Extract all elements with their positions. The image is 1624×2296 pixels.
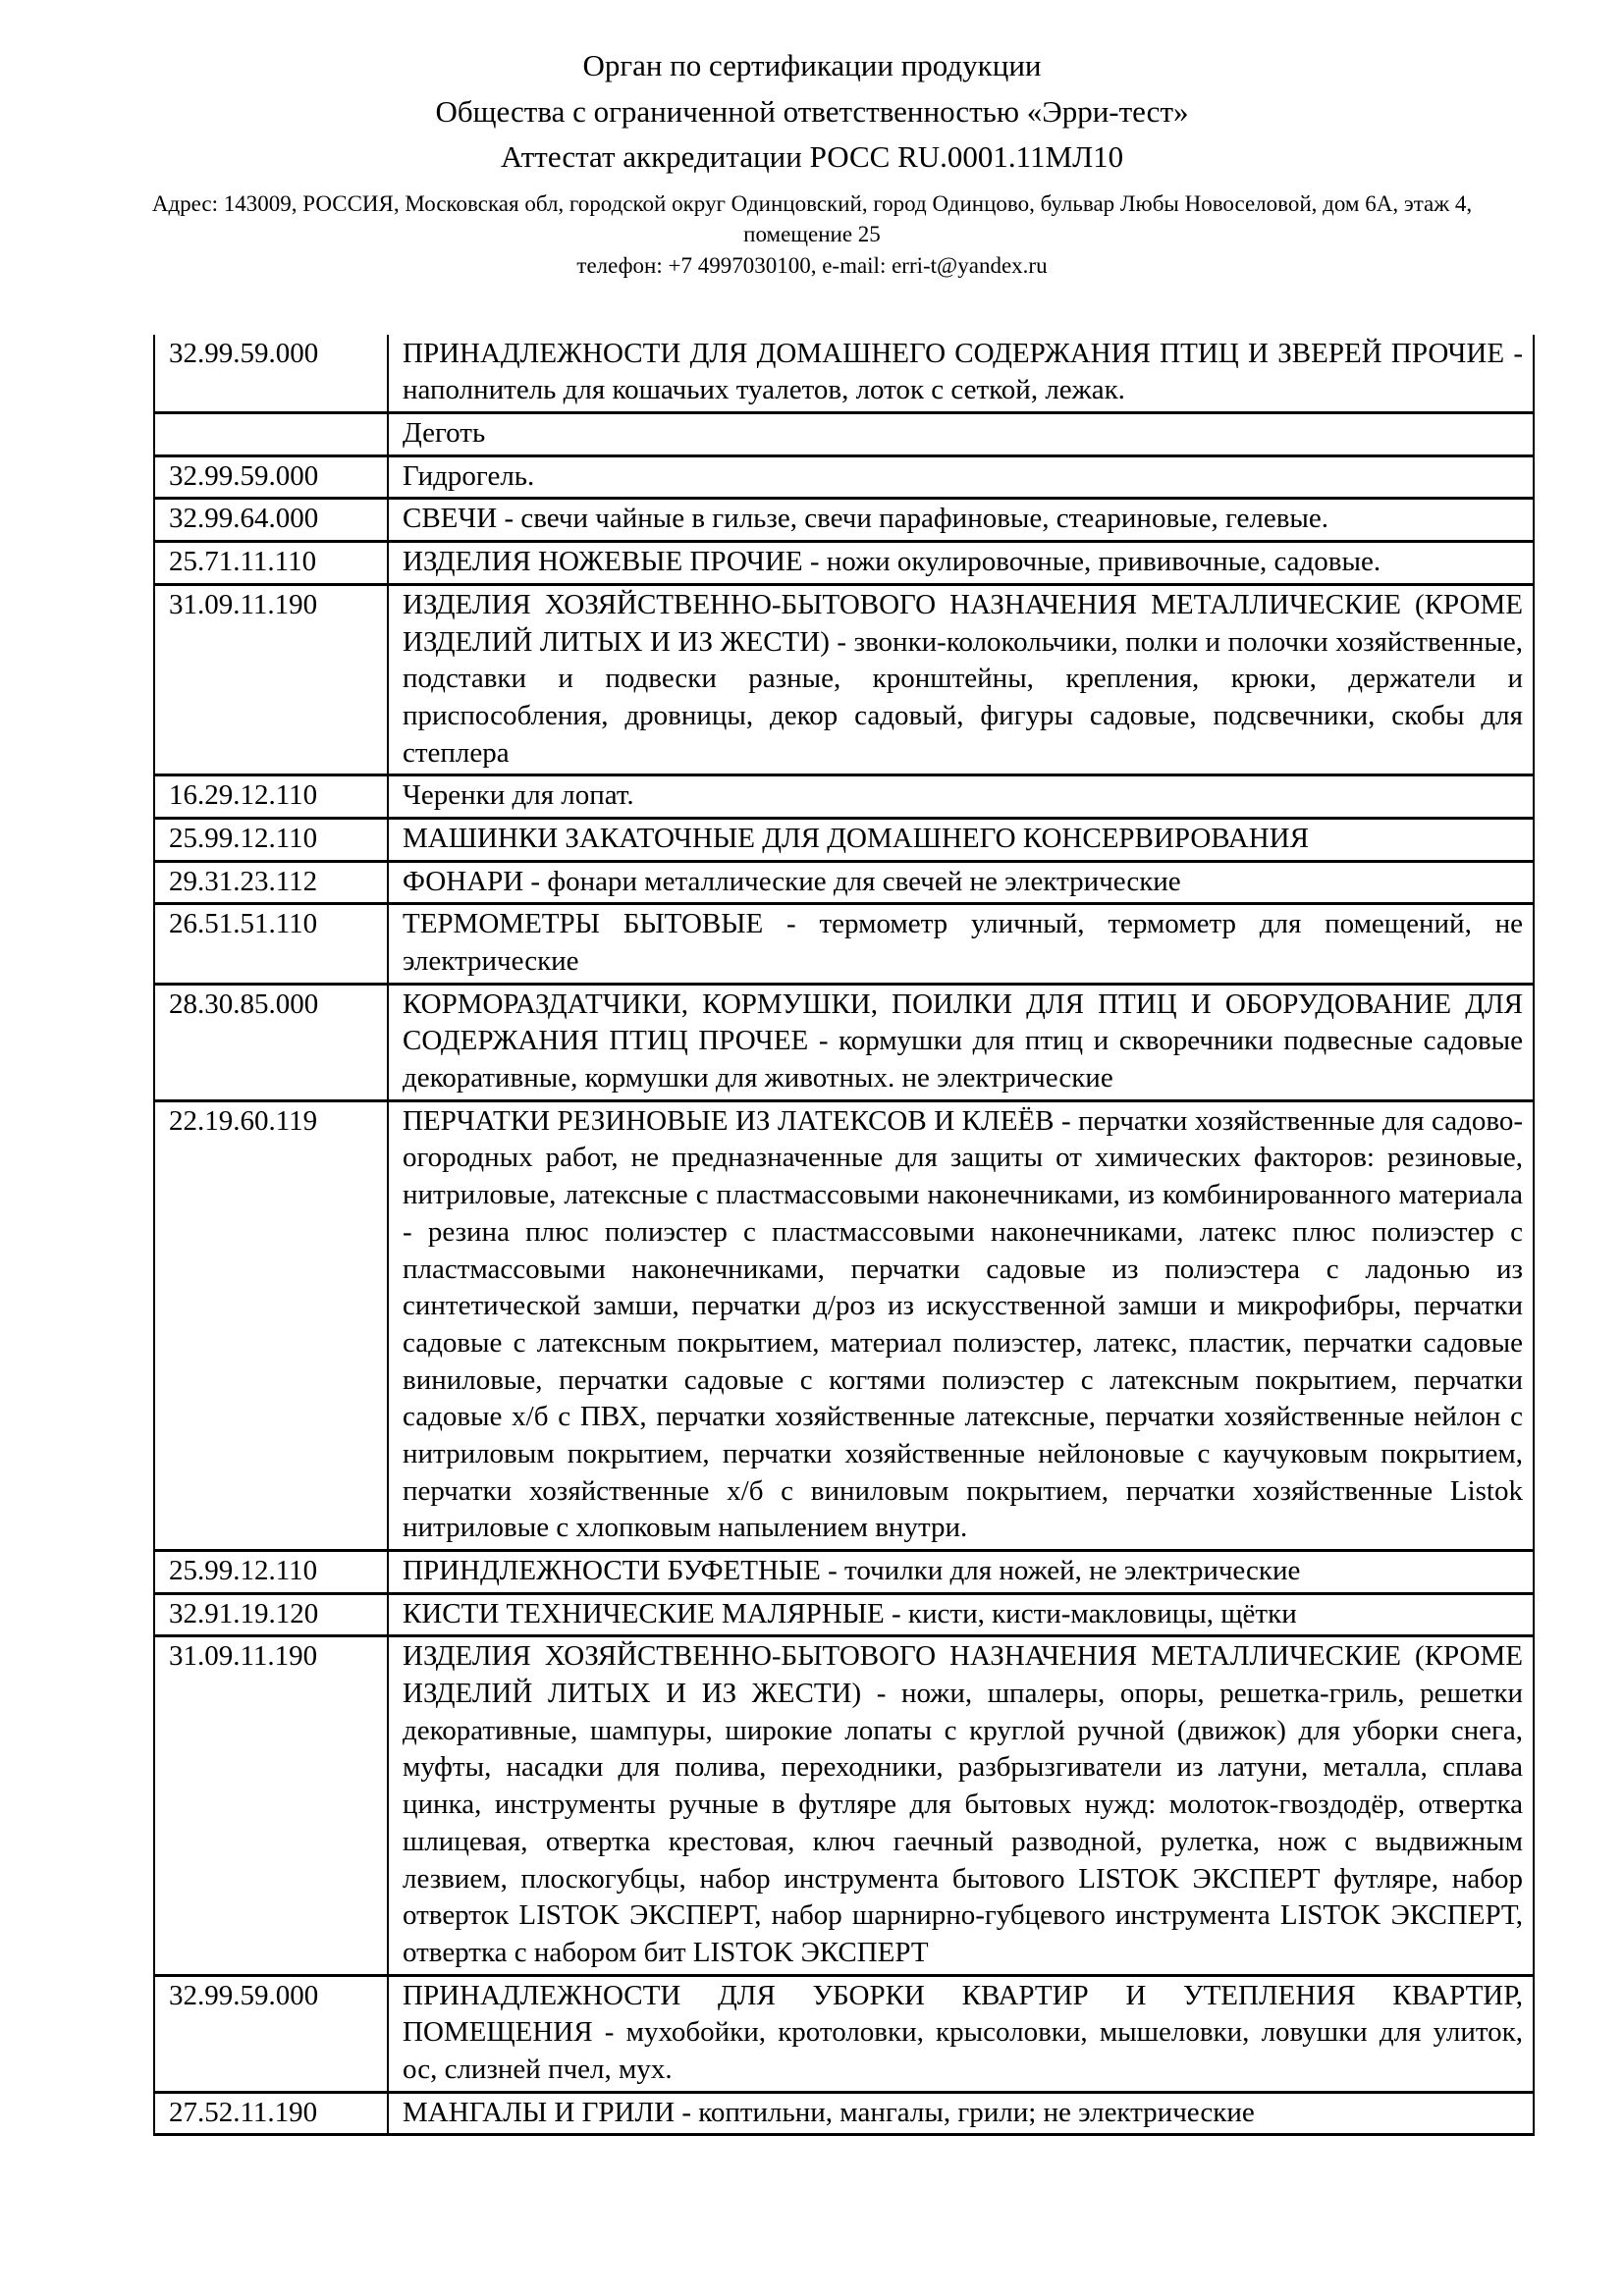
product-code-cell: 26.51.51.110: [154, 904, 388, 984]
contact-line: телефон: +7 4997030100, e-mail: erri-t@yandex.ru: [576, 252, 1048, 278]
table-row: [154, 335, 1534, 413]
product-code-cell: 32.99.59.000: [154, 1975, 388, 2092]
table-row: [154, 984, 1534, 1100]
table-row: [154, 455, 1534, 499]
table-row: [154, 818, 1534, 861]
table-row: [154, 413, 1534, 456]
product-description-cell: ПРИНАДЛЕЖНОСТИ ДЛЯ УБОРКИ КВАРТИР И УТЕПЛЕНИЯ КВАРТИР, ПОМЕЩЕНИЯ - мухобойки, кротоловки, крысоловки, мышеловки, ловушки для улиток, ос, слизней пчел, мух.: [388, 1975, 1534, 2092]
product-description-cell: КИСТИ ТЕХНИЧЕСКИЕ МАЛЯРНЫЕ - кисти, кисти-макловицы, щётки: [388, 1593, 1534, 1636]
document-header: [0, 0, 1624, 282]
product-code-cell: 22.19.60.119: [154, 1100, 388, 1550]
table-row: [154, 1975, 1534, 2092]
table-row: [154, 775, 1534, 819]
product-code-cell: 29.31.23.112: [154, 861, 388, 904]
certification-body-title: Орган по сертификации продукции: [582, 48, 1042, 82]
product-code-cell: 28.30.85.000: [154, 984, 388, 1100]
product-description-cell: КОРМОРАЗДАТЧИКИ, КОРМУШКИ, ПОИЛКИ ДЛЯ ПТИЦ И ОБОРУДОВАНИЕ ДЛЯ СОДЕРЖАНИЯ ПТИЦ ПРОЧЕЕ - кормушки для птиц и скворечники подвесные садовые декоративные, кормушки для животных. не электрические: [388, 984, 1534, 1100]
table-row: [154, 904, 1534, 984]
table-row: [154, 1551, 1534, 1594]
product-code-cell: 31.09.11.190: [154, 1636, 388, 1975]
table-row: [154, 499, 1534, 542]
product-code-cell: 32.99.59.000: [154, 335, 388, 413]
product-description-cell: ПРИНАДЛЕЖНОСТИ ДЛЯ ДОМАШНЕГО СОДЕРЖАНИЯ ПТИЦ И ЗВЕРЕЙ ПРОЧИЕ - наполнитель для кошачьих туалетов, лоток с сеткой, лежак.: [388, 335, 1534, 413]
product-description-cell: ИЗДЕЛИЯ ХОЗЯЙСТВЕННО-БЫТОВОГО НАЗНАЧЕНИЯ МЕТАЛЛИЧЕСКИЕ (КРОМЕ ИЗДЕЛИЙ ЛИТЫХ И ИЗ ЖЕСТИ) - звонки-колокольчики, полки и полочки хозяйственные, подставки и подвески разные, кронштейны, крепления, крюки, держатели и приспособления, дровницы, декор садовый, фигуры садовые, подсвечники, скобы для степлера: [388, 584, 1534, 774]
product-description-cell: МАНГАЛЫ И ГРИЛИ - коптильни, мангалы, грили; не электрические: [388, 2092, 1534, 2135]
address-line: Адрес: 143009, РОССИЯ, Московская обл, городской округ Одинцовский, город Одинцово, бульвар Любы Новоселовой, дом 6А, этаж 4, помещение 25: [151, 190, 1473, 247]
product-code-cell: 32.99.64.000: [154, 499, 388, 542]
product-description-cell: Черенки для лопат.: [388, 775, 1534, 819]
product-description-cell: ТЕРМОМЕТРЫ БЫТОВЫЕ - термометр уличный, термометр для помещений, не электрические: [388, 904, 1534, 984]
product-code-cell: 25.99.12.110: [154, 818, 388, 861]
product-code-cell: 31.09.11.190: [154, 584, 388, 774]
products-table: [153, 335, 1535, 2137]
product-code-cell: 27.52.11.190: [154, 2092, 388, 2135]
company-name-line: Общества с ограниченной ответственностью «Эрри-тест»: [435, 93, 1189, 129]
product-description-cell: ИЗДЕЛИЯ ХОЗЯЙСТВЕННО-БЫТОВОГО НАЗНАЧЕНИЯ МЕТАЛЛИЧЕСКИЕ (КРОМЕ ИЗДЕЛИЙ ЛИТЫХ И ИЗ ЖЕСТИ) - ножи, шпалеры, опоры, решетка-гриль, решетки декоративные, шампуры, широкие лопаты с круглой ручной (движок) для уборки снега, муфты, насадки для полива, переходники, разбрызгиватели из латуни, металла, сплава цинка, инструменты ручные в футляре для бытовых нужд: молоток-гвоздодёр, отвертка шлицевая, отвертка крестовая, ключ гаечный разводной, рулетка, нож с выдвижным лезвием, плоскогубцы, набор инструмента бытового LISTOK ЭКСПЕРТ футляре, набор отверток LISTOK ЭКСПЕРТ, набор шарнирно-губцевого инструмента LISTOK ЭКСПЕРТ, отвертка с набором бит LISTOK ЭКСПЕРТ: [388, 1636, 1534, 1975]
product-code-cell: [154, 413, 388, 456]
table-row: [154, 1636, 1534, 1975]
product-code-cell: 32.91.19.120: [154, 1593, 388, 1636]
table-row: [154, 861, 1534, 904]
product-description-cell: ФОНАРИ - фонари металлические для свечей не электрические: [388, 861, 1534, 904]
product-code-cell: 25.71.11.110: [154, 542, 388, 585]
accreditation-certificate-line: Аттестат аккредитации РОСС RU.0001.11МЛ10: [500, 139, 1124, 174]
product-code-cell: 25.99.12.110: [154, 1551, 388, 1594]
table-row: [154, 542, 1534, 585]
table-row: [154, 584, 1534, 774]
product-description-cell: ПРИНДЛЕЖНОСТИ БУФЕТНЫЕ - точилки для ножей, не электрические: [388, 1551, 1534, 1594]
product-description-cell: Деготь: [388, 413, 1534, 456]
table-row: [154, 2092, 1534, 2135]
product-description-cell: ПЕРЧАТКИ РЕЗИНОВЫЕ ИЗ ЛАТЕКСОВ И КЛЕЁВ - перчатки хозяйственные для садово-огородных работ, не предназначенные для защиты от химических факторов: резиновые, нитриловые, латексные с пластмассовыми наконечниками, из комбинированного материала - резина плюс полиэстер с пластмассовыми наконечниками, латекс плюс полиэстер с пластмассовыми наконечниками, перчатки садовые из полиэстера с ладонью из синтетической замши, перчатки д/роз из искусственной замши и микрофибры, перчатки садовые с латексным покрытием, материал полиэстер, латекс, пластик, перчатки садовые виниловые, перчатки садовые с когтями полиэстер с латексным покрытием, перчатки садовые х/б с ПВХ, перчатки хозяйственные латексные, перчатки хозяйственные нейлон с нитриловым покрытием, перчатки хозяйственные нейлоновые с каучуковым покрытием, перчатки хозяйственные х/б с виниловым покрытием, перчатки хозяйственные Listok нитриловые с хлопковым напылением внутри.: [388, 1100, 1534, 1550]
product-description-cell: ИЗДЕЛИЯ НОЖЕВЫЕ ПРОЧИЕ - ножи окулировочные, прививочные, садовые.: [388, 542, 1534, 585]
product-code-cell: 16.29.12.110: [154, 775, 388, 819]
table-row: [154, 1100, 1534, 1550]
product-description-cell: СВЕЧИ - свечи чайные в гильзе, свечи парафиновые, стеариновые, гелевые.: [388, 499, 1534, 542]
products-table-body: [154, 335, 1534, 2135]
product-description-cell: МАШИНКИ ЗАКАТОЧНЫЕ ДЛЯ ДОМАШНЕГО КОНСЕРВИРОВАНИЯ: [388, 818, 1534, 861]
table-row: [154, 1593, 1534, 1636]
product-code-cell: 32.99.59.000: [154, 455, 388, 499]
product-description-cell: Гидрогель.: [388, 455, 1534, 499]
